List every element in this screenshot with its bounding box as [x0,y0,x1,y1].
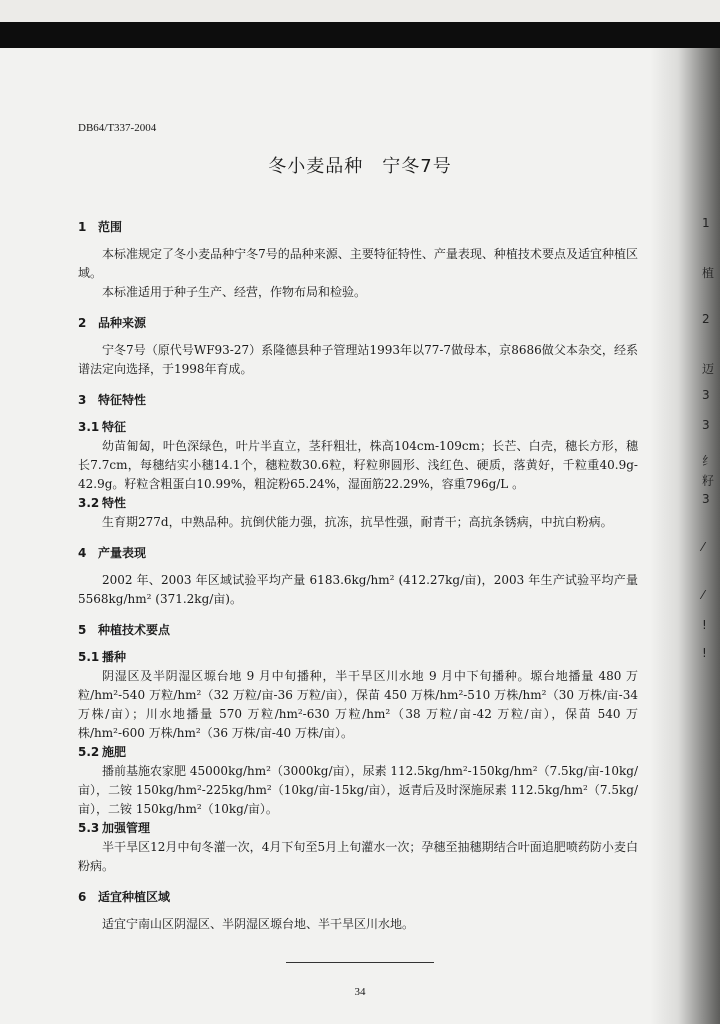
document-title: 冬小麦品种 宁冬7号 [268,156,452,177]
bleed-glyph: ! [702,618,707,632]
subsection-heading [78,648,638,667]
footer-rule [286,962,434,963]
scan-dark-band [0,22,720,48]
document-code: DB64/T337-2004 [78,122,157,134]
subsection-title: 特征 [102,420,127,434]
section-number: 5 [78,623,87,637]
paragraph: 生育期277d，中熟品种。抗倒伏能力强，抗冻，抗旱性强，耐青干；高抗条锈病，中抗白粉病。 [102,515,613,529]
subsection-number: 3.2 [78,496,100,510]
section-number: 4 [78,546,87,560]
subsection-number: 5.2 [78,745,100,759]
bleed-glyph: 迈 [702,362,715,376]
section-title: 产量表现 [98,546,147,560]
subsection-title: 播种 [102,650,127,664]
bleed-glyph: 1 [702,216,710,230]
bleed-glyph: 2 [702,312,710,326]
section-title: 特征特性 [98,393,147,407]
paragraph: 适宜宁南山区阴湿区、半阴湿区塬台地、半干旱区川水地。 [102,917,415,931]
bleed-glyph: ⁄ [702,588,705,602]
paragraph: 半干旱区12月中旬冬灌一次，4月下旬至5月上旬灌水一次；孕穗至抽穗期结合叶面追肥喷药防小麦白粉病。 [78,840,638,873]
section-heading [78,621,638,640]
section-title: 种植技术要点 [98,623,171,637]
paragraph: 本标准适用于种子生产、经营，作物布局和检验。 [102,285,367,299]
subsection-title: 特性 [102,496,127,510]
section-title: 品种来源 [98,316,147,330]
bleed-glyph: 3 [702,418,710,432]
section-heading [78,391,638,410]
paragraph: 本标准规定了冬小麦品种宁冬7号的品种来源、主要特征特性、产量表现、种植技术要点及适宜种植区域。 [78,247,638,280]
bleed-glyph: 3 [702,388,710,402]
section-number: 3 [78,393,87,407]
bleed-glyph: 籽 [702,474,715,488]
section-number: 2 [78,316,87,330]
paragraph: 阴湿区及半阴湿区塬台地 9 月中旬播种，半干旱区川水地 9 月中下旬播种。塬台地播量 480 万粒/hm²-540 万粒/hm²（32 万粒/亩-36 万粒/亩），保苗 450 万株/hm²-510 万株/hm²（30 万株/亩-34 万株/亩）；川水地播量 570 万粒/hm²-630 万粒/hm²（38 万粒/亩-42 万粒/亩），保苗 540 万株/hm²-600 万株/hm²（36 万株/亩-40 万株/亩）。 [78,669,638,740]
scan-top-margin [0,0,720,22]
bleed-glyph: 植 [702,266,715,280]
page-number: 34 [354,986,366,998]
section-number: 6 [78,890,87,904]
paragraph: 2002 年、2003 年区域试验平均产量 6183.6kg/hm² (412.27kg/亩)，2003 年生产试验平均产量 5568kg/hm² (371.2kg/亩)。 [78,573,638,606]
section-heading [78,314,638,333]
subsection-title: 加强管理 [102,821,151,835]
section-heading [78,888,638,907]
document-body [78,218,638,934]
subsection-heading [78,418,638,437]
section-heading [78,544,638,563]
subsection-number: 5.1 [78,650,100,664]
bleed-glyph: ⁄ [702,540,705,554]
section-title: 适宜种植区域 [98,890,171,904]
subsection-title: 施肥 [102,745,127,759]
section-number: 1 [78,220,87,234]
bleed-glyph: ! [702,646,707,660]
subsection-heading [78,494,638,513]
paragraph: 播前基施农家肥 45000kg/hm²（3000kg/亩），尿素 112.5kg/hm²-150kg/hm²（7.5kg/亩-10kg/亩），二铵 150kg/hm²-225kg/hm²（10kg/亩-15kg/亩），返青后及时深施尿素 112.5kg/hm²（7.5kg/亩），二铵 150kg/hm²（10kg/亩）。 [78,764,638,816]
section-title: 范围 [98,220,123,234]
paragraph: 幼苗匍匐，叶色深绿色，叶片半直立，茎秆粗壮，株高104cm-109cm；长芒、白壳，穗长方形，穗长7.7cm，每穗结实小穗14.1个，穗粒数30.6粒，籽粒卵圆形、浅红色、硬质，落黄好，千粒重40.9g-42.9g。籽粒含粗蛋白10.99%，粗淀粉65.24%，湿面筋22.29%，容重796g/L 。 [78,439,638,491]
subsection-number: 5.3 [78,821,100,835]
section-heading [78,218,638,237]
bleed-glyph: 纟 [702,454,715,468]
subsection-heading [78,743,638,762]
subsection-number: 3.1 [78,420,100,434]
bleed-glyph: 3 [702,492,710,506]
subsection-heading [78,819,638,838]
paragraph: 宁冬7号（原代号WF93-27）系隆德县种子管理站1993年以77-7做母本，京8686做父本杂交，经系谱法定向选择，于1998年育成。 [78,343,638,376]
scan-page-edge-shadow [650,48,720,1024]
